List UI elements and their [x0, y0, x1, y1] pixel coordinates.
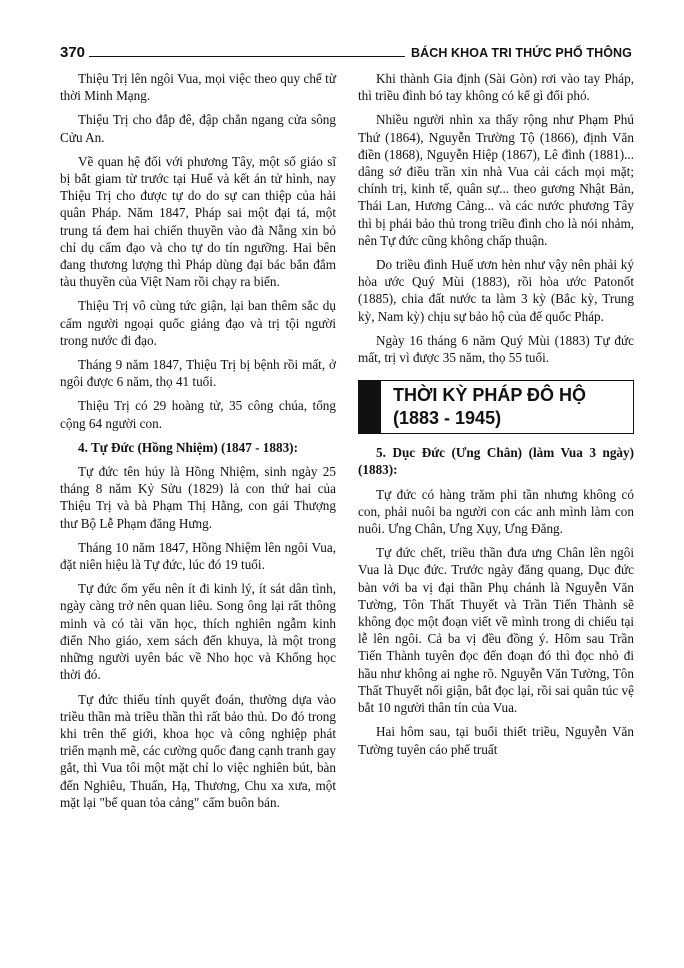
left-column	[60, 70, 336, 818]
paragraph: Ngày 16 tháng 6 năm Quý Mùi (1883) Tự đức mất, trị vì được 35 năm, thọ 55 tuổi.	[358, 332, 634, 366]
running-title: BÁCH KHOA TRI THỨC PHỔ THÔNG	[410, 46, 632, 60]
paragraph: Khi thành Gia định (Sài Gòn) rơi vào tay Pháp, thì triều đình bó tay không có kế gì đối phó.	[358, 71, 634, 104]
paragraph: Tự đức thiếu tính quyết đoán, thường dựa vào triều thần mà triều thần thì rất bảo thủ. Do đó trong khi trên thế giới, khoa học và công nghiệp phát triển mạnh mẽ, các cường quốc đang cạnh tranh gay gắt, thì Vua tôi một mặt chỉ lo việc nghiên bút, bàn đến Nghiêu, Thuấn, Hạ, Thương, Chu xa xưa, một mặt lại "bế quan tỏa cảng" cấm buôn bán.	[60, 691, 336, 810]
paragraph: Tự đức chết, triều thần đưa ưng Chân lên ngôi Vua là Dục đức. Trước ngày đăng quang, Dục đức bàn với ba vị đại thần Phụ chánh là Nguyễn Văn Tường, Tôn Thất Thuyết và Trần Tiến Thành sẽ không đọc một đoạn viết về mình trong di chiếu tại lễ lên ngôi. Cả ba vị đều đồng ý. Hôm sau Trần Tiến Thành tuyên đọc đến đoạn đó thì đọc nhỏ đi hầu như không ai nghe rõ. Nguyễn Văn Tường, Tôn Thất Thuyết nổi giận, bắt đọc lại, rồi sai quân túc vệ bắt 10 người thân tín của Vua.	[358, 545, 634, 716]
subsection-heading: 5. Dục Đức (Ưng Chân) (làm Vua 3 ngày) (1883):	[358, 445, 634, 478]
section-title-bar	[359, 381, 381, 433]
section-title-line: THỜI KỲ PHÁP ĐÔ HỘ	[393, 385, 587, 406]
subsection-heading: 4. Tự Đức (Hồng Nhiệm) (1847 - 1883):	[78, 439, 298, 455]
paragraph: Tháng 9 năm 1847, Thiệu Trị bị bệnh rồi mất, ở ngôi được 6 năm, thọ 41 tuổi.	[60, 357, 336, 390]
right-column	[358, 70, 634, 765]
header-rule	[89, 56, 405, 57]
paragraph: Thiệu Trị có 29 hoàng tử, 35 công chúa, tổng cộng 64 người con.	[60, 398, 336, 431]
paragraph: Thiệu Trị vô cùng tức giận, lại ban thêm sắc dụ cấm người ngoại quốc giảng đạo và trị tội người trong nước đi đạo.	[60, 298, 336, 348]
paragraph: Nhiều người nhìn xa thấy rộng như Phạm Phú Thứ (1864), Nguyễn Trường Tộ (1866), định Văn điền (1868), Nguyễn Hiệp (1867), Lê đình (1881)... dâng sớ điều trần xin nhà Vua cải cách mọi mặt; chính trị, kinh tế, quân sự... theo gương Nhật Bản, Thái Lan, Hương Cảng... và các nước phương Tây thì bị phái bảo thủ trong triều đình cho là nói nhảm, nên Tự đức cũng không chấp thuận.	[358, 112, 634, 248]
page-header	[60, 38, 632, 60]
paragraph: Tự đức ốm yếu nên ít đi kinh lý, ít sát dân tình, ngày càng trở nên quan liêu. Song ông lại rất thông minh và có tài văn học, thích nghiên ngẫm kinh điển Nho giáo, xem sách đến khuya, là một trong những người uyên bác về Nho học và Khổng học thời đó.	[60, 581, 336, 683]
paragraph: Về quan hệ đối với phương Tây, một số giáo sĩ bị bắt giam từ trước tại Huế và kết án tử hình, nay Thiệu Trị cho được tự do do sự can thiệp của hải quân Pháp. Năm 1847, Pháp sai một đại tá, một trung tá đem hai chiến thuyền vào đà Nẵng xin bỏ chỉ dụ cấm đạo và cho tự do tín ngưỡng. Hai bên đang thương lượng thì Pháp dùng đại bác bắn đắm tàu thuyền của Việt Nam rồi chạy ra biển.	[60, 153, 336, 290]
paragraph: Hai hôm sau, tại buổi thiết triều, Nguyễn Văn Tường tuyên cáo phế truất	[358, 724, 634, 757]
paragraph: Tự đức tên húy là Hồng Nhiệm, sinh ngày 25 tháng 8 năm Kỷ Sửu (1829) là con thứ hai của Thiệu Trị và bà Phạm Thị Hằng, con gái Thượng thư Bộ Lễ Phạm đăng Hưng.	[60, 464, 336, 531]
paragraph: Thiệu Trị cho đắp đê, đập chắn ngang cửa sông Cửu An.	[60, 112, 336, 145]
paragraph: Tự đức có hàng trăm phi tần nhưng không có con, phải nuôi ba người con các anh mình làm con nuôi. Ưng Chân, Ưng Xụy, Ưng Đăng.	[358, 486, 634, 537]
paragraph: Tháng 10 năm 1847, Hồng Nhiệm lên ngôi Vua, đặt niên hiệu là Tự đức, lúc đó 19 tuổi.	[60, 539, 336, 573]
paragraph: Do triều đình Huế ươn hèn như vậy nên phải ký hòa ước Quý Mùi (1883), rồi hòa ước Patonốt (1885), chia đất nước ta làm 3 kỳ (Bắc kỳ, Trung kỳ, Nam kỳ) chịu sự bảo hộ của đế quốc Pháp.	[358, 257, 634, 324]
section-title	[381, 381, 633, 433]
page-number: 370	[60, 44, 86, 61]
section-title-dates: (1883 - 1945)	[393, 408, 502, 429]
paragraph: Thiệu Trị lên ngôi Vua, mọi việc theo quy chế từ thời Minh Mạng.	[60, 71, 336, 104]
section-title-box	[358, 380, 634, 434]
